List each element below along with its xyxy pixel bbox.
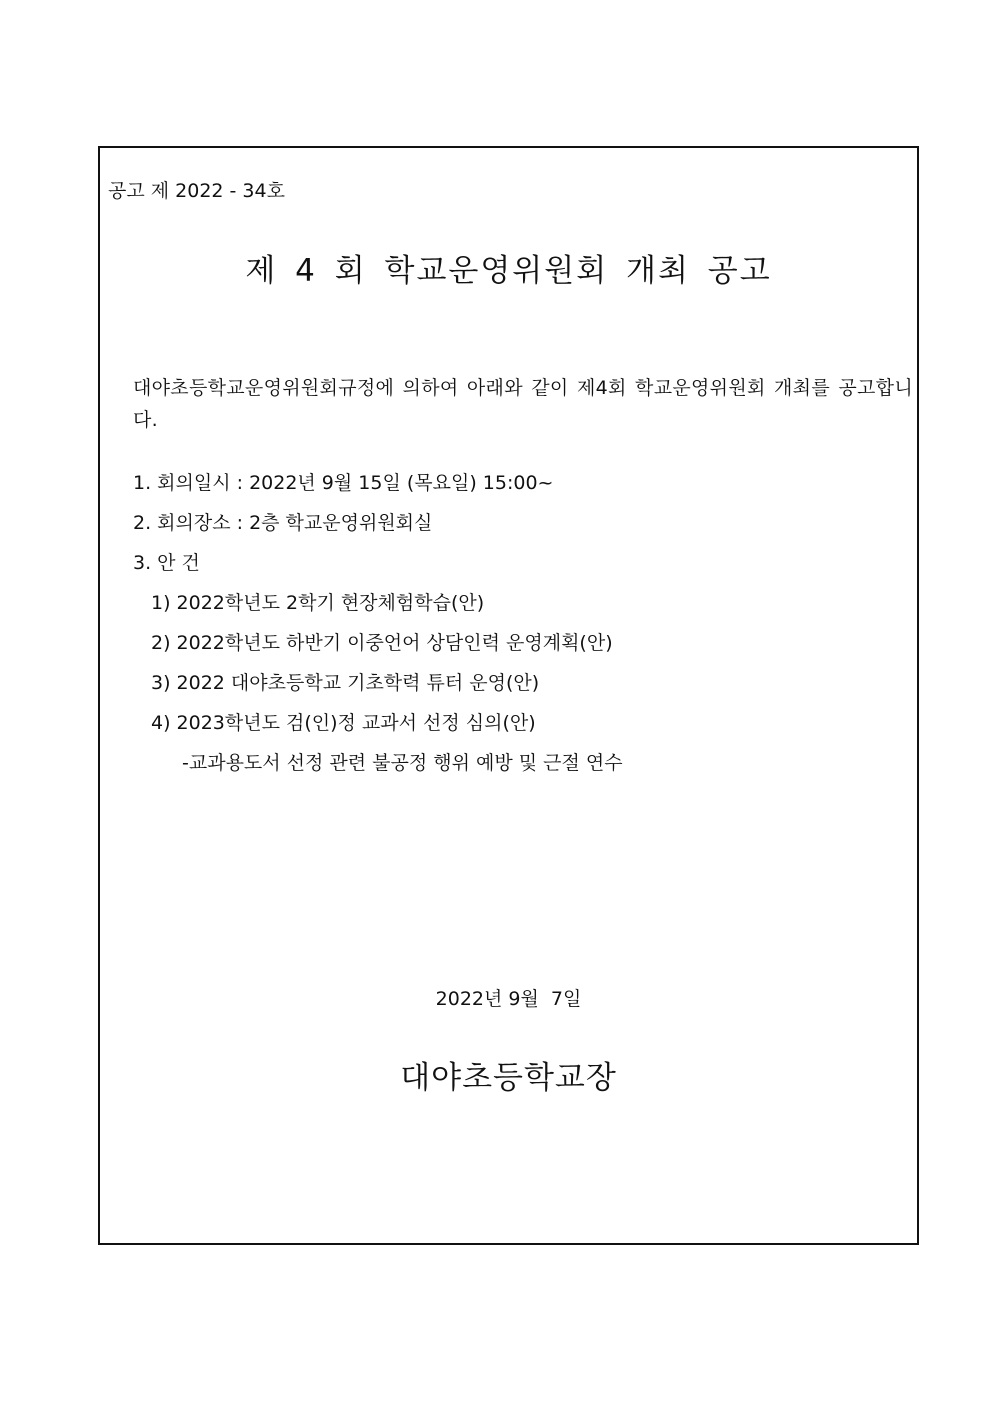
item-agenda-heading: 3. 안 건 <box>133 552 200 574</box>
signer-name: 대야초등학교장 <box>400 1060 617 1096</box>
notice-number: 공고 제 2022 - 34호 <box>108 180 285 202</box>
agenda-item-3: 3) 2022 대야초등학교 기초학력 튜터 운영(안) <box>151 672 540 694</box>
agenda-subitem: -교과용도서 선정 관련 불공정 행위 예방 및 근절 연수 <box>182 752 623 774</box>
agenda-item-1: 1) 2022학년도 2학기 현장체험학습(안) <box>151 592 485 614</box>
item-meeting-place: 2. 회의장소 : 2층 학교운영위원회실 <box>133 512 433 534</box>
issue-date: 2022년 9월 7일 <box>435 988 582 1010</box>
document-title: 제 4 회 학교운영위원회 개최 공고 <box>245 253 772 289</box>
item-meeting-datetime: 1. 회의일시 : 2022년 9월 15일 (목요일) 15:00~ <box>133 472 554 494</box>
agenda-item-2: 2) 2022학년도 하반기 이중언어 상담인력 운영계획(안) <box>151 632 613 654</box>
agenda-item-4: 4) 2023학년도 검(인)정 교과서 선정 심의(안) <box>151 712 536 734</box>
intro-paragraph: 대야초등학교운영위원회규정에 의하여 아래와 같이 제4회 학교운영위원회 개최를 공고합니다. <box>133 377 913 431</box>
